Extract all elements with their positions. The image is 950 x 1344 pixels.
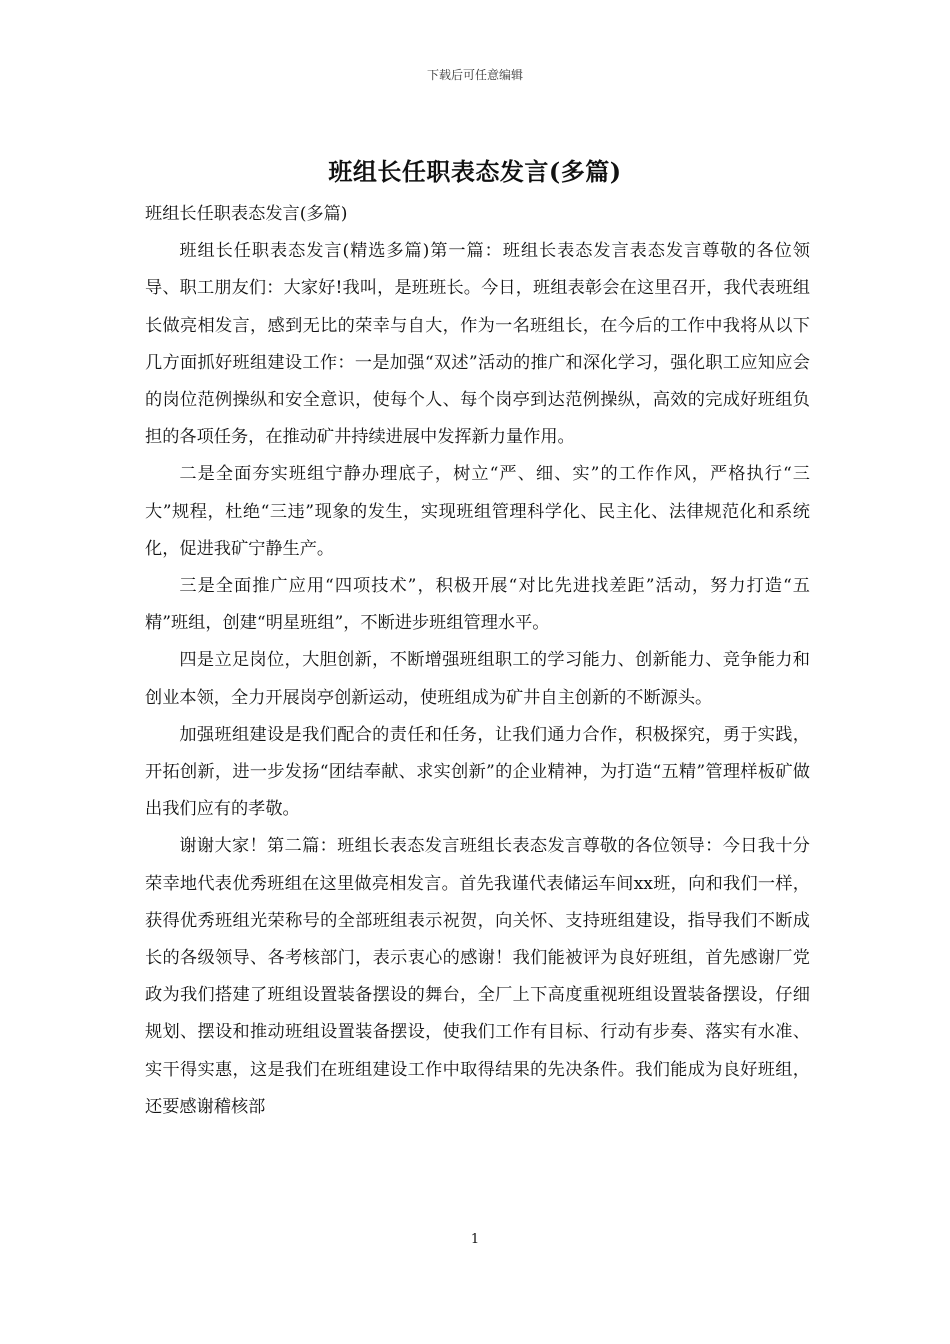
page-number: 1 [470,1232,480,1247]
body-paragraph: 四是立足岗位，大胆创新，不断增强班组职工的学习能力、创新能力、竞争能力和创业本领，全力开展岗亭创新运动，使班组成为矿井自主创新的不断源头。 [145,650,810,708]
body-paragraph: 班组长任职表态发言(精选多篇)第一篇：班组长表态发言表态发言尊敬的各位领导、职工朋友们：大家好!我叫，是班班长。今日，班组表彰会在这里召开，我代表班组长做亮相发言，感到无比的荣幸与自大，作为一名班组长，在今后的工作中我将从以下几方面抓好班组建设工作：一是加强“双述”活动的推广和深化学习，强化职工应知应会的岗位范例操纵和安全意识，使每个人、每个岗亭到达范例操纵，高效的完成好班组负担的各项任务，在推动矿井持续进展中发挥新力量作用。 [145,241,810,448]
body-paragraph: 三是全面推广应用“四项技术”，积极开展“对比先进找差距”活动，努力打造“五精”班组，创建“明星班组”，不断进步班组管理水平。 [145,576,810,634]
body-paragraph: 谢谢大家！第二篇：班组长表态发言班组长表态发言尊敬的各位领导：今日我十分荣幸地代表优秀班组在这里做亮相发言。首先我谨代表储运车间xx班，向和我们一样，获得优秀班组光荣称号的全部班组表示祝贺，向关怀、支持班组建设，指导我们不断成长的各级领导、各考核部门，表示衷心的感谢！我们能被评为良好班组，首先感谢厂党政为我们搭建了班组设置装备摆设的舞台，全厂上下高度重视班组设置装备摆设，仔细规划、摆设和推动班组设置装备摆设，使我们工作有目标、行动有步奏、落实有水准、实干得实惠，这是我们在班组建设工作中取得结果的先决条件。我们能成为良好班组，还要感谢稽核部 [145,836,810,1117]
document-body [145,196,810,1126]
body-paragraph: 加强班组建设是我们配合的责任和任务，让我们通力合作，积极探究，勇于实践，开拓创新，进一步发扬“团结奉献、求实创新”的企业精神，为打造“五精”管理样板矿做出我们应有的孝敬。 [145,724,810,820]
document-title: 班组长任职表态发言(多篇) [328,157,622,186]
header-note: 下载后可任意编辑 [426,68,523,82]
body-paragraph: 二是全面夯实班组宁静办理底子，树立“严、细、实”的工作作风，严格执行“三大”规程，杜绝“三违”现象的发生，实现班组管理科学化、民主化、法律规范化和系统化，促进我矿宁静生产。 [145,464,810,559]
subtitle-paragraph: 班组长任职表态发言(多篇) [145,204,348,224]
